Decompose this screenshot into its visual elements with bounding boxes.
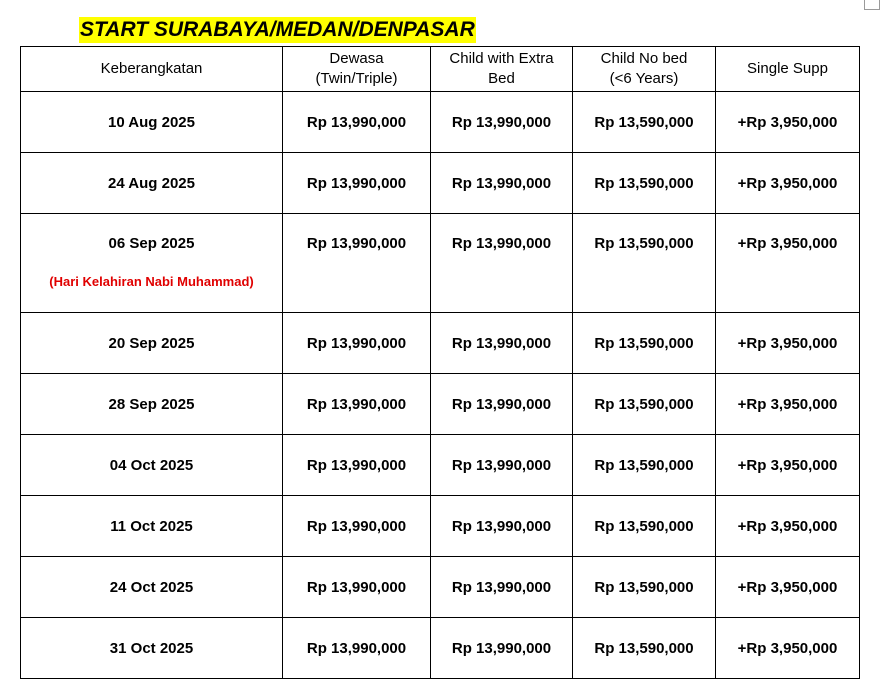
header-child-no-bed <box>573 47 716 92</box>
date-text: 04 Oct 2025 <box>109 456 194 474</box>
cell-child-no-bed-price: Rp 13,590,000 <box>573 435 716 496</box>
table-row <box>21 557 860 618</box>
holiday-note: (Hari Kelahiran Nabi Muhammad) <box>49 274 254 289</box>
table-row <box>21 435 860 496</box>
cell-single-supp-price: +Rp 3,950,000 <box>716 214 860 313</box>
cell-child-no-bed-price: Rp 13,590,000 <box>573 374 716 435</box>
cell-adult-price: Rp 13,990,000 <box>283 618 431 679</box>
cell-date <box>21 557 283 618</box>
cell-date <box>21 618 283 679</box>
date-text: 11 Oct 2025 <box>110 517 193 535</box>
cell-date <box>21 496 283 557</box>
table-row <box>21 214 860 313</box>
table-row <box>21 374 860 435</box>
header-child-extra-bed-line2: Bed <box>488 70 515 87</box>
cell-child-no-bed-price: Rp 13,590,000 <box>573 496 716 557</box>
cell-child-no-bed-price: Rp 13,590,000 <box>573 153 716 214</box>
cell-date <box>21 374 283 435</box>
cell-child-no-bed-price: Rp 13,590,000 <box>573 557 716 618</box>
cell-date <box>21 313 283 374</box>
date-text: 28 Sep 2025 <box>108 395 195 413</box>
cell-child-extra-bed-price: Rp 13,990,000 <box>431 557 573 618</box>
cell-child-extra-bed-price: Rp 13,990,000 <box>431 435 573 496</box>
cell-child-extra-bed-price: Rp 13,990,000 <box>431 214 573 313</box>
header-single-supp <box>716 47 860 92</box>
page-title: START SURABAYA/MEDAN/DENPASAR <box>80 18 475 41</box>
header-adult-line1: Dewasa <box>329 50 384 67</box>
corner-handle-icon[interactable] <box>864 0 880 10</box>
cell-single-supp-price: +Rp 3,950,000 <box>716 496 860 557</box>
cell-child-extra-bed-price: Rp 13,990,000 <box>431 618 573 679</box>
header-adult <box>283 47 431 92</box>
date-text: 06 Sep 2025 <box>108 235 195 252</box>
table-row <box>21 618 860 679</box>
cell-child-extra-bed-price: Rp 13,990,000 <box>431 313 573 374</box>
table-row <box>21 92 860 153</box>
table-row <box>21 496 860 557</box>
cell-date <box>21 92 283 153</box>
cell-adult-price: Rp 13,990,000 <box>283 374 431 435</box>
cell-child-extra-bed-price: Rp 13,990,000 <box>431 374 573 435</box>
header-departure-label: Keberangkatan <box>100 60 203 77</box>
header-child-no-bed-line2: (<6 Years) <box>609 70 679 87</box>
header-adult-line2: (Twin/Triple) <box>315 70 398 87</box>
table-row <box>21 313 860 374</box>
table-row <box>21 153 860 214</box>
cell-adult-price: Rp 13,990,000 <box>283 153 431 214</box>
cell-adult-price: Rp 13,990,000 <box>283 92 431 153</box>
cell-single-supp-price: +Rp 3,950,000 <box>716 92 860 153</box>
date-text: 24 Aug 2025 <box>108 174 195 192</box>
date-text: 24 Oct 2025 <box>109 578 194 596</box>
price-table <box>20 46 860 679</box>
date-text: 10 Aug 2025 <box>108 113 195 131</box>
date-text: 31 Oct 2025 <box>109 639 194 657</box>
cell-single-supp-price: +Rp 3,950,000 <box>716 374 860 435</box>
header-child-no-bed-line1: Child No bed <box>600 50 688 67</box>
table-header-row <box>21 47 860 92</box>
cell-single-supp-price: +Rp 3,950,000 <box>716 618 860 679</box>
cell-date <box>21 214 283 313</box>
cell-adult-price: Rp 13,990,000 <box>283 435 431 496</box>
cell-adult-price: Rp 13,990,000 <box>283 557 431 618</box>
cell-date <box>21 435 283 496</box>
cell-single-supp-price: +Rp 3,950,000 <box>716 557 860 618</box>
date-text: 20 Sep 2025 <box>108 334 195 352</box>
cell-child-no-bed-price: Rp 13,590,000 <box>573 313 716 374</box>
cell-single-supp-price: +Rp 3,950,000 <box>716 435 860 496</box>
cell-adult-price: Rp 13,990,000 <box>283 313 431 374</box>
header-child-extra-bed-line1: Child with Extra <box>449 50 554 67</box>
header-child-extra-bed <box>431 47 573 92</box>
header-departure <box>21 47 283 92</box>
cell-single-supp-price: +Rp 3,950,000 <box>716 153 860 214</box>
cell-child-no-bed-price: Rp 13,590,000 <box>573 92 716 153</box>
cell-child-extra-bed-price: Rp 13,990,000 <box>431 496 573 557</box>
cell-single-supp-price: +Rp 3,950,000 <box>716 313 860 374</box>
cell-child-extra-bed-price: Rp 13,990,000 <box>431 153 573 214</box>
header-single-supp-label: Single Supp <box>747 60 828 77</box>
cell-adult-price: Rp 13,990,000 <box>283 496 431 557</box>
cell-date <box>21 153 283 214</box>
cell-child-no-bed-price: Rp 13,590,000 <box>573 214 716 313</box>
cell-child-extra-bed-price: Rp 13,990,000 <box>431 92 573 153</box>
cell-child-no-bed-price: Rp 13,590,000 <box>573 618 716 679</box>
cell-adult-price: Rp 13,990,000 <box>283 214 431 313</box>
